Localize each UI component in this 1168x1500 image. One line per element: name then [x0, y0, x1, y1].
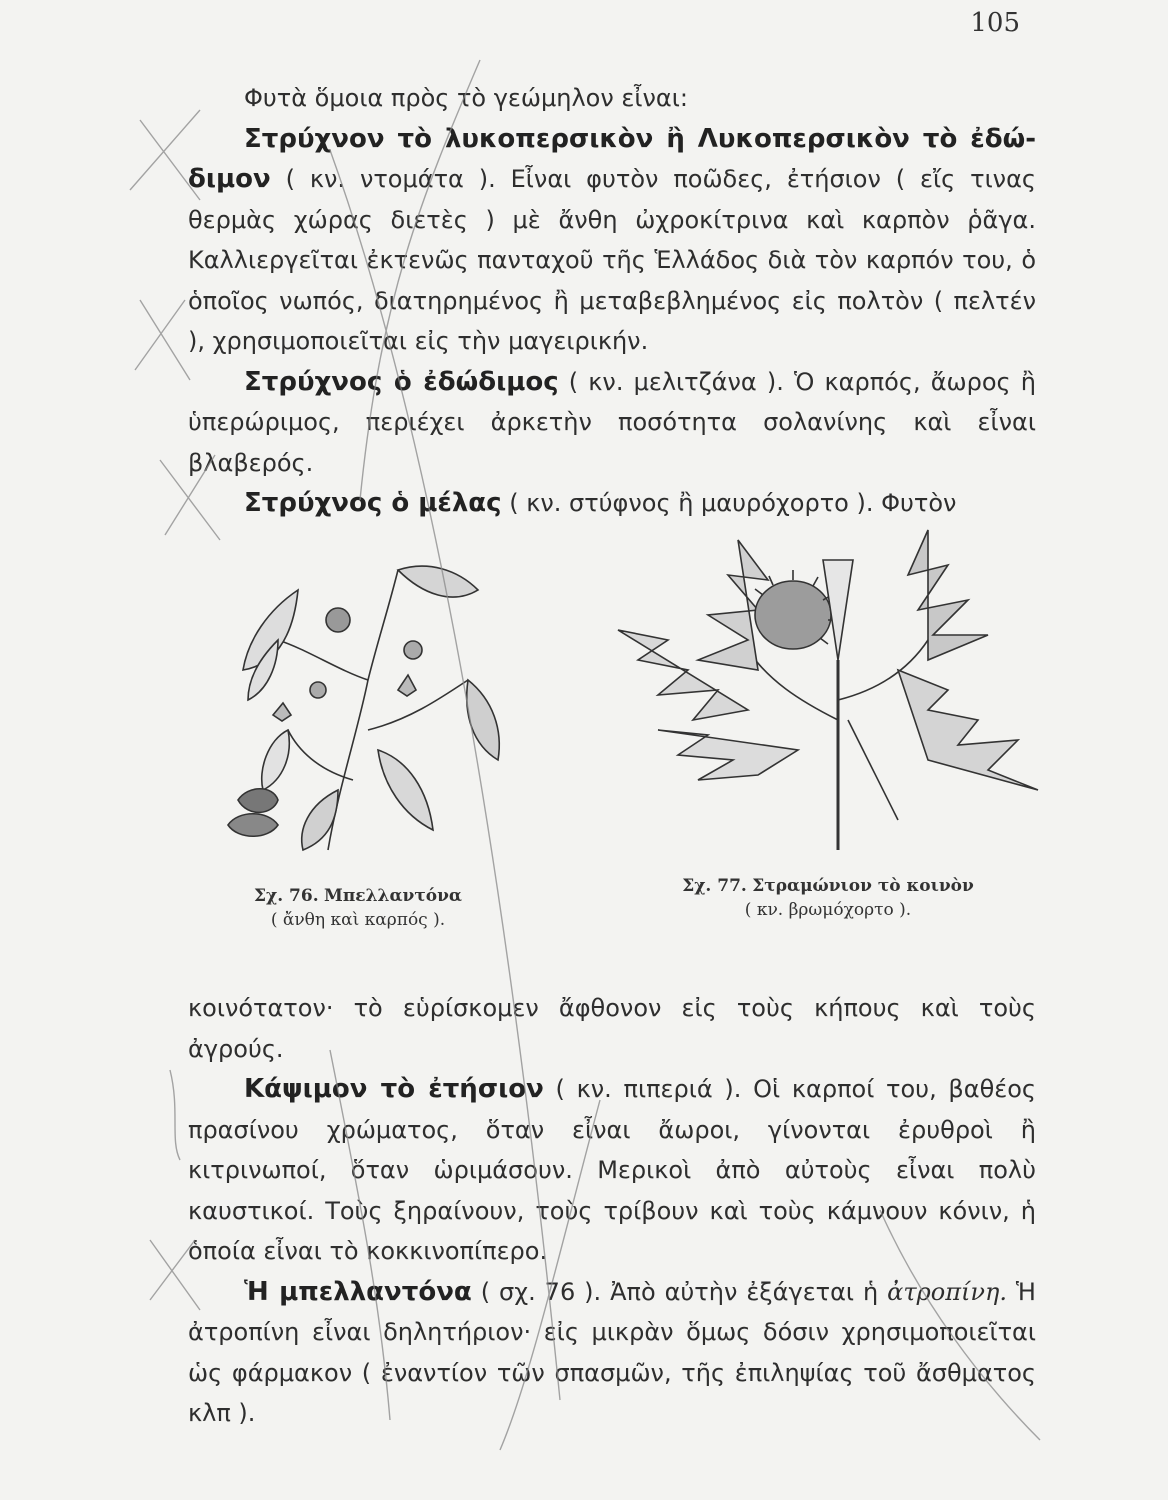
figure-76-caption [198, 884, 518, 932]
figure-77-title: Στραμώνιον τὸ κοινὸν [752, 876, 974, 896]
paragraph-nightshade [188, 483, 1036, 524]
datura-illustration [598, 520, 1058, 860]
text-atropine: ἀτροπίνη. [887, 1277, 1007, 1306]
figure-77-label: Σχ. 77. [682, 876, 747, 896]
paragraph-tomato [188, 119, 1036, 362]
page-number: 105 [970, 8, 1020, 38]
paragraph-eggplant [188, 362, 1036, 484]
text-belladonna-1: ( σχ. 76 ). Ἀπὸ αὐτὴν ἐξάγεται ἡ [471, 1277, 888, 1306]
belladonna-illustration [218, 530, 518, 870]
text-eggplant: ( κν. μελιτζάνα ). Ὁ καρπός, ἄωρος ἢ ὑπερώριμος, περιέχει ἀρκετὴν ποσότητα σολανίνης καὶ εἶναι βλαβερός. [188, 367, 1037, 477]
term-tomato: Στρύχνον τὸ λυκοπερσικὸν ἢ Λυκοπερσικὸν τὸ ἐδώ-διμον [188, 123, 1036, 194]
term-belladonna: Ἡ μπελλαντόνα [244, 1276, 472, 1307]
term-nightshade: Στρύχνος ὁ μέλας [244, 488, 502, 518]
paragraph-pepper [188, 1069, 1036, 1272]
top-text-block [188, 78, 1036, 524]
figure-77 [598, 520, 1058, 922]
text-nightshade: ( κν. στύφνος ἢ μαυρόχορτο ). Φυτὸν [501, 489, 957, 517]
intro-line: Φυτὰ ὅμοια πρὸς τὸ γεώμηλον εἶναι: [244, 84, 688, 112]
paragraph-nightshade-cont: κοινότατον· τὸ εὑρίσκομεν ἄφθονον εἰς τοὺς κήπους καὶ τοὺς ἀγρούς. [188, 994, 1036, 1063]
term-eggplant: Στρύχνος ὁ ἐδώδιμος [244, 366, 559, 397]
figure-77-subtitle: ( κν. βρωμόχορτο ). [744, 900, 912, 920]
text-belladonna-2: Ἡ ἀτροπίνη εἶναι δηλητήριον· εἰς μικρὰν ὅμως δόσιν χρησιμοποιεῖται ὡς φάρμακον ( ἐναντίον τῶν σπασμῶν, τῆς ἐπιληψίας τοῦ ἄσθματος κλπ ). [188, 1277, 1036, 1427]
text-tomato: ( κν. ντομάτα ). Εἶναι φυτὸν ποῶδες, ἐτήσιον ( εἴς τινας θερμὰς χώρας διετὲς ) μὲ ἄνθη ὠχροκίτρινα καὶ καρπὸν ῥᾶγα. Καλλιεργεῖται ἐκτενῶς πανταχοῦ τῆς Ἑλλάδος διὰ τὸν καρπόν του, ὁ ὁποῖος νωπός, διατηρημένος ἢ μεταβεβλημένος εἰς πολτὸν ( πελτέν ), χρησιμοποιεῖται εἰς τὴν μαγειρικήν. [188, 165, 1036, 355]
figure-76 [218, 530, 518, 932]
figure-76-subtitle: ( ἄνθη καὶ καρπός ). [270, 910, 446, 930]
figure-77-caption [598, 874, 1058, 922]
bottom-text-block [188, 988, 1036, 1434]
text-pepper: ( κν. πιπεριά ). Οἱ καρποί του, βαθέος πρασίνου χρώματος, ὅταν εἶναι ἄωροι, γίνονται ἐρυθροὶ ἢ κιτρινωποί, ὅταν ὡριμάσουν. Μερικοὶ ἀπὸ αὐτοὺς εἶναι πολὺ καυστικοί. Τοὺς ξηραίνουν, τοὺς τρίβουν καὶ τοὺς κάμνουν κόνιν, ἡ ὁποία εἶναι τὸ κοκκινοπίπερο. [188, 1075, 1036, 1265]
paragraph-belladonna [188, 1272, 1036, 1434]
figure-76-title: Μπελλαντόνα [324, 886, 462, 906]
term-pepper: Κάψιμον τὸ ἐτήσιον [244, 1074, 544, 1104]
figure-76-label: Σχ. 76. [254, 886, 319, 906]
